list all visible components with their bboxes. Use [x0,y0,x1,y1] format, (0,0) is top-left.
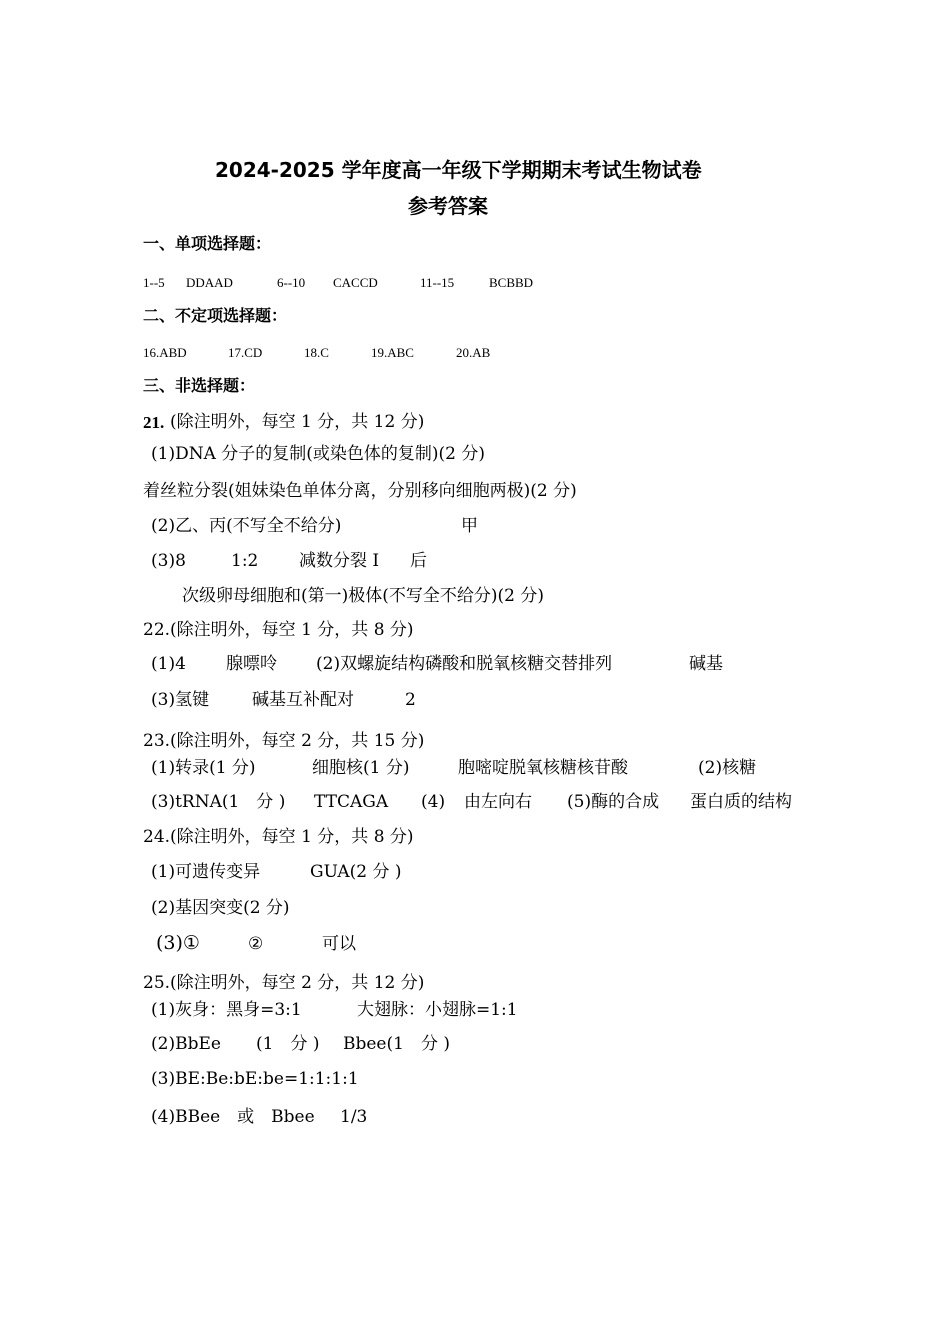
q25-answer-2b: (1 分 ) [256,1034,320,1054]
q21-answer-3a: (3)8 [151,551,186,571]
q23-answer-4a: (4) [421,792,446,812]
multi-answer-20: 20.AB [456,345,491,360]
q23-heading: 23.(除注明外，每空 2 分，共 15 分) [143,731,425,751]
multi-answer-17: 17.CD [228,345,263,360]
multi-answer-18: 18.C [304,345,329,360]
mc-answers-2: CACCD [333,275,378,290]
q21-answer-1a: (1)DNA 分子的复制(或染色体的复制)(2 分) [151,444,486,464]
q24-answer-3a: (3)① [156,932,200,954]
mc-answers-3: BCBBD [489,275,534,290]
multi-answer-19: 19.ABC [371,345,414,360]
q25-answer-1b: 大翅脉：小翅脉=1:1 [357,1000,518,1020]
q22-answer-3a: (3)氢键 [151,690,210,710]
q23-answer-2: (2)核糖 [698,758,757,778]
q24-heading: 24.(除注明外，每空 1 分，共 8 分) [143,827,414,847]
q22-answer-3c: 2 [405,690,416,710]
q21-answer-3b: 1:2 [231,551,259,571]
q25-answer-1a: (1)灰身：黑身=3:1 [151,1000,302,1020]
q22-answer-1a: (1)4 [151,654,186,674]
q23-answer-3b: TTCAGA [314,792,389,812]
q22-answer-2b: 碱基 [689,654,723,674]
q24-answer-3b: ② [248,934,264,954]
mc-range-2: 6--10 [277,275,306,290]
q25-answer-4b: 1/3 [340,1107,368,1127]
q23-answer-5a: (5)酶的合成 [567,792,660,812]
q21-answer-1b: 着丝粒分裂(姐妹染色单体分离，分别移向细胞两极)(2 分) [143,481,577,501]
q23-answer-1a: (1)转录(1 分) [151,758,256,778]
q23-answer-4b: 由左向右 [464,792,532,812]
section3-heading: 三、非选择题： [143,376,256,395]
q24-answer-2: (2)基因突变(2 分) [151,898,290,918]
q22-answer-3b: 碱基互补配对 [252,690,354,710]
section2-heading: 二、不定项选择题： [143,306,288,325]
q24-answer-3c: 可以 [322,934,356,954]
q23-answer-1b: 细胞核(1 分) [312,758,410,778]
q22-answer-1b: 腺嘌呤 [226,654,277,674]
q24-answer-1b: GUA(2 分 ) [310,862,402,882]
q23-answer-1c: 胞嘧啶脱氧核糖核苷酸 [458,758,628,778]
q25-answer-2a: (2)BbEe [151,1034,221,1054]
q23-answer-5b: 蛋白质的结构 [690,792,792,812]
q25-heading: 25.(除注明外，每空 2 分，共 12 分) [143,973,425,993]
q25-answer-2c: Bbee(1 分 ) [343,1034,450,1054]
mc-answers-1: DDAAD [186,275,233,290]
q21-answer-2a: (2)乙、丙(不写全不给分) [151,516,342,536]
q22-answer-2: (2)双螺旋结构磷酸和脱氧核糖交替排列 [316,654,613,674]
multi-answer-16: 16.ABD [143,345,187,360]
page-title: 2024-2025 学年度高一年级下学期期末考试生物试卷 [215,158,702,182]
q21-answer-3c: 减数分裂 I [299,551,380,571]
q25-answer-4a: (4)BBee 或 Bbee [151,1107,315,1127]
page-subtitle: 参考答案 [408,194,488,218]
q21-answer-3e: 次级卵母细胞和(第一)极体(不写全不给分)(2 分) [182,586,545,606]
mc-range-3: 11--15 [420,275,455,290]
q21-answer-2b: 甲 [461,516,478,536]
mc-range-1: 1--5 [143,275,165,290]
q23-answer-3a: (3)tRNA(1 分 ) [151,792,286,812]
q24-answer-1a: (1)可遗传变异 [151,862,261,882]
q21-number: 21. [143,413,165,432]
section1-heading: 一、单项选择题： [143,234,272,253]
q21-note: (除注明外，每空 1 分，共 12 分) [170,412,425,432]
q22-heading: 22.(除注明外，每空 1 分，共 8 分) [143,620,414,640]
q21-answer-3d: 后 [410,551,427,571]
q25-answer-3: (3)BE:Be:bE:be=1:1:1:1 [151,1069,359,1089]
